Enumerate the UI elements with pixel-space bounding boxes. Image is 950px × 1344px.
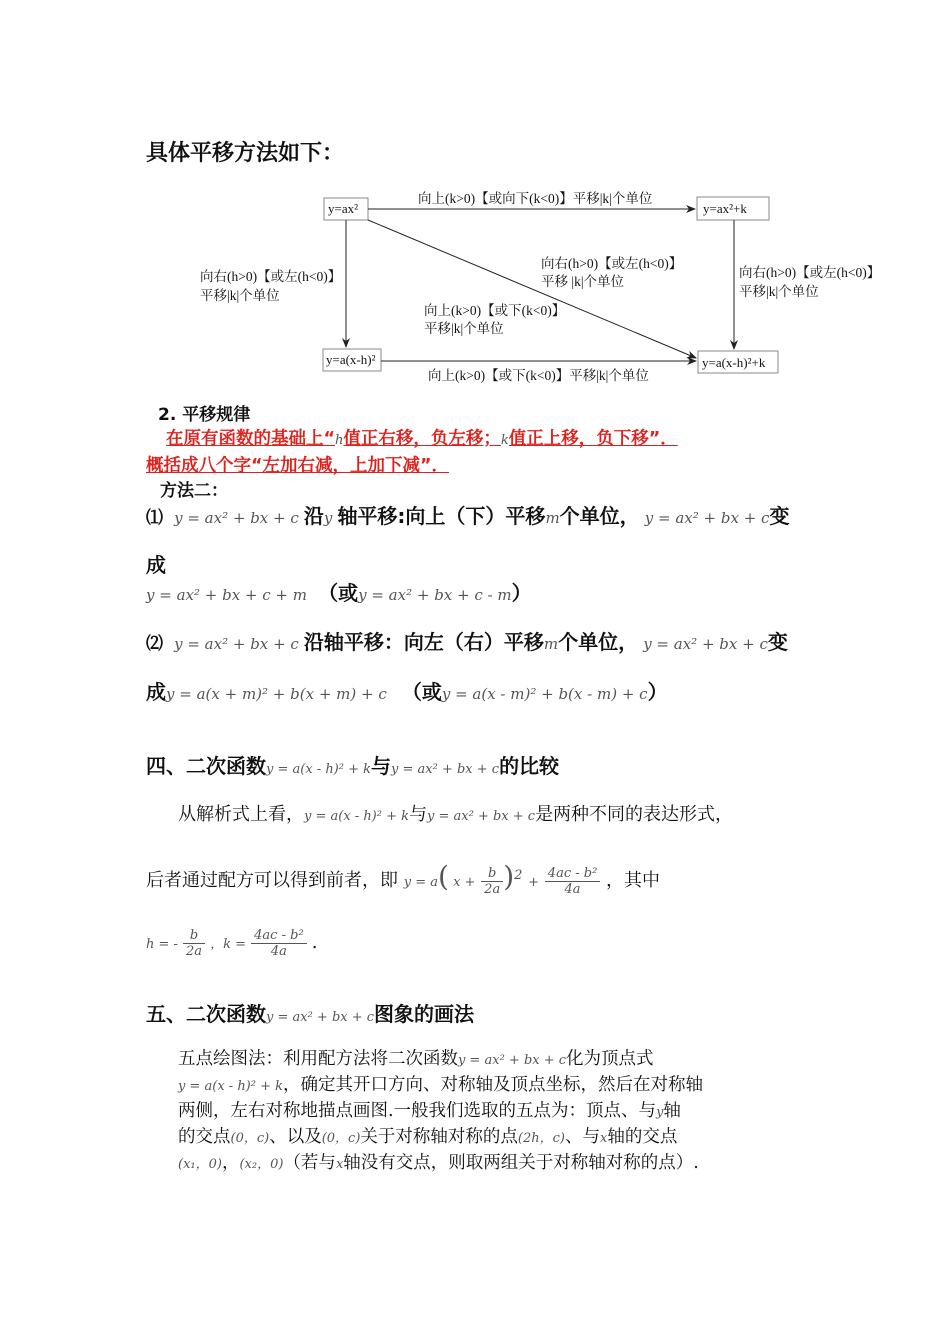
- box-bottom-right-label: y=a(x-h)²+k: [702, 355, 766, 370]
- item2-eq2: y = ax² + bx + c: [643, 635, 768, 653]
- s4p2-frac2-num: 4ac - b²: [545, 866, 601, 882]
- s5l4-point2: (0，c): [321, 1131, 361, 1146]
- s5l5-point2: (x₂，0): [239, 1157, 284, 1172]
- right-arrow-label-1: 向右(h>0)【或左(h<0)】: [739, 265, 881, 280]
- item2-line: [146, 626, 788, 655]
- section4-eq-a: y = a(x - h)² + k: [266, 762, 372, 777]
- item2-eq3: y = a(x + m)² + b(x + m) + c: [166, 685, 387, 703]
- s5l4-text-a: 的交点: [178, 1127, 231, 1147]
- red-rule-line1: [166, 425, 678, 450]
- section4-paragraph1: [178, 800, 733, 826]
- s5l2-eq: y = a(x - h)² + k: [178, 1079, 284, 1094]
- section4-paragraph3: [146, 928, 317, 959]
- s5l1-eq: y = ax² + bx + c: [458, 1053, 567, 1068]
- item1-text4: 变: [769, 504, 790, 528]
- s4p3-k-fraction: [251, 928, 307, 959]
- item2-m: m: [543, 635, 559, 653]
- diagonal-label-b-2: 平移|k|个单位: [424, 321, 504, 336]
- red-rule-k: k: [500, 433, 509, 448]
- item1-line: [146, 500, 789, 529]
- section5-line1: [178, 1046, 654, 1074]
- s4p3-h: h = -: [146, 937, 178, 952]
- arrow-diagonal: [368, 220, 696, 358]
- s4p1-eq2: y = ax² + bx + c: [427, 809, 536, 824]
- section5-line2: [178, 1072, 703, 1100]
- s5l5-comma: ，: [221, 1153, 240, 1173]
- s4p1-text-b: 与: [409, 804, 428, 825]
- s4p2-plus: +: [528, 875, 540, 890]
- red-rule-line2: 概括成八个字“左加右减，上加下减”．: [146, 456, 450, 476]
- section5-line5: [178, 1150, 699, 1178]
- s4p2-fraction1: [481, 866, 503, 897]
- s4p3-k-den: 4a: [270, 944, 287, 959]
- section4-title-c: 的比较: [499, 754, 560, 778]
- item2-result-line: [146, 676, 668, 705]
- item1-eq3: y = ax² + bx + c + m: [146, 586, 307, 604]
- item1-text1: 沿: [303, 504, 324, 528]
- s5l5-point1: (x₁，0): [178, 1157, 222, 1172]
- item1-cheng: 成: [146, 553, 166, 577]
- item2-or: （或: [401, 680, 442, 704]
- section4-eq-b: y = ax² + bx + c: [391, 762, 500, 777]
- red-rule-h: h: [335, 433, 344, 448]
- s4p3-end: .: [311, 932, 318, 953]
- item2-text2: 个单位，: [558, 630, 639, 654]
- s5l4-point1: (0，c): [230, 1131, 270, 1146]
- s5l4-text-e: 轴的交点: [607, 1127, 678, 1147]
- s5l4-text-d: 、与: [564, 1127, 600, 1147]
- s5l5-text-c: 轴没有交点，则取两组关于对称轴对称的点）.: [343, 1153, 699, 1173]
- s5l3-text: 两侧，左右对称地描点画图.一般我们选取的五点为：顶点、与: [178, 1101, 657, 1121]
- item2-text1: 沿轴平移：向左（右）平移: [303, 630, 544, 654]
- item2-eq4: y = a(x - m)² + b(x - m) + c: [441, 685, 648, 703]
- s4p3-h-num: b: [183, 928, 205, 944]
- s4p3-k-num: 4ac - b²: [251, 928, 307, 944]
- s5l5-x: x: [335, 1157, 344, 1172]
- section4-title-a: 四、二次函数: [146, 754, 266, 778]
- s5l4-text-b: 、以及: [269, 1127, 322, 1147]
- section2-title: 2. 平移规律: [158, 405, 251, 425]
- s4p2-text-a: 后者通过配方可以得到前者，即: [146, 870, 398, 891]
- s5l4-point3: (2h，c): [517, 1131, 565, 1146]
- top-arrow-label: 向上(k>0)【或向下(k<0)】平移|k|个单位: [418, 191, 653, 206]
- s4p2-eq-prefix: y = a: [403, 875, 438, 890]
- diagonal-label-a-2: 平移 |k|个单位: [541, 274, 625, 289]
- box-top-left-label: y=ax²: [328, 201, 358, 216]
- s4p2-frac1-num: b: [481, 866, 503, 882]
- s5l4-x: x: [599, 1131, 608, 1146]
- s5l3-text-b: 轴: [663, 1101, 681, 1121]
- item1-number: ⑴: [146, 508, 163, 528]
- method-two-label: 方法二：: [160, 481, 228, 501]
- section4-title-b: 与: [371, 754, 392, 778]
- red-rule-text-a: 在原有函数的基础上“: [166, 429, 336, 449]
- item1-text2: 轴平移:向上（下）平移: [337, 504, 546, 528]
- red-rule-text-c: 值正上移，负下移”．: [508, 429, 678, 449]
- s4p2-frac1-den: 2a: [484, 881, 501, 897]
- s5l1-text-b: 化为顶点式: [566, 1049, 654, 1069]
- section4-paragraph2: 后者通过配方可以得到前者，即 y = a( x + $\frac{b}{2a}$ )$^2$ + $\frac{\text{4ac - b²}}{4a}$ ，其中: [146, 860, 661, 897]
- left-arrow-label-1: 向右(h>0)【或左(h<0)】: [200, 269, 342, 284]
- s4p3-h-den: 2a: [186, 944, 203, 959]
- s4p1-text-c: 是两种不同的表达形式，: [535, 804, 734, 825]
- item1-eq2: y = ax² + bx + c: [644, 509, 770, 527]
- section4-title: [146, 750, 559, 779]
- item2-number: ⑵: [146, 634, 163, 654]
- item2-cheng: 成: [146, 680, 166, 704]
- item2-close: ）: [647, 680, 668, 704]
- red-rule-text-b: 值正右移，负左移；: [343, 429, 501, 449]
- section5-eq: y = ax² + bx + c: [266, 1010, 375, 1025]
- item1-text3: 个单位，: [559, 504, 640, 528]
- s5l5-text-b: （若与: [283, 1153, 336, 1173]
- item1-or: （或: [318, 581, 359, 605]
- item1-eq1: y = ax² + bx + c: [174, 509, 299, 527]
- s4p3-h-fraction: [183, 928, 205, 959]
- s5l4-text-c: 关于对称轴对称的点: [360, 1127, 518, 1147]
- diagonal-label-a-1: 向右(h>0)【或左(h<0)】: [541, 256, 683, 271]
- section5-title-b: 图象的画法: [374, 1002, 475, 1026]
- box-top-right-label: y=ax²+k: [703, 201, 747, 216]
- page-heading: 具体平移方法如下：: [146, 141, 345, 166]
- s4p3-k: ，k =: [210, 937, 247, 952]
- left-arrow-label-2: 平移|k|个单位: [200, 288, 280, 303]
- s4p1-text-a: 从解析式上看，: [178, 804, 304, 825]
- section5-title-a: 五、二次函数: [146, 1002, 266, 1026]
- box-bottom-left-label: y=a(x-h)²: [326, 352, 376, 367]
- s4p2-text-b: ，其中: [606, 870, 661, 891]
- item1-close: ）: [511, 581, 532, 605]
- s4p2-fraction2: [545, 866, 601, 897]
- item1-eq4: y = ax² + bx + c - m: [358, 586, 512, 604]
- s4p1-eq1: y = a(x - h)² + k: [304, 809, 410, 824]
- s5l3-y: y: [656, 1105, 664, 1120]
- section5-title: [146, 998, 474, 1027]
- s4p2-frac2-den: 4a: [564, 881, 581, 897]
- section5-line3: [178, 1098, 681, 1126]
- item1-y: y: [323, 509, 333, 527]
- item1-result-line: [146, 577, 532, 606]
- right-arrow-label-2: 平移|k|个单位: [739, 284, 819, 299]
- section5-line4: [178, 1124, 677, 1152]
- s5l1-text-a: 五点绘图法：利用配方法将二次函数: [178, 1049, 458, 1069]
- item2-text3: 变: [767, 630, 788, 654]
- bottom-arrow-label: 向上(k>0)【或下(k<0)】平移|k|个单位: [428, 368, 649, 383]
- item1-m: m: [545, 509, 560, 527]
- item2-eq1: y = ax² + bx + c: [174, 635, 299, 653]
- diagonal-label-b-1: 向上(k>0)【或下(k<0)】: [424, 303, 566, 318]
- s5l2-text: ，确定其开口方向、对称轴及顶点坐标，然后在对称轴: [283, 1075, 704, 1095]
